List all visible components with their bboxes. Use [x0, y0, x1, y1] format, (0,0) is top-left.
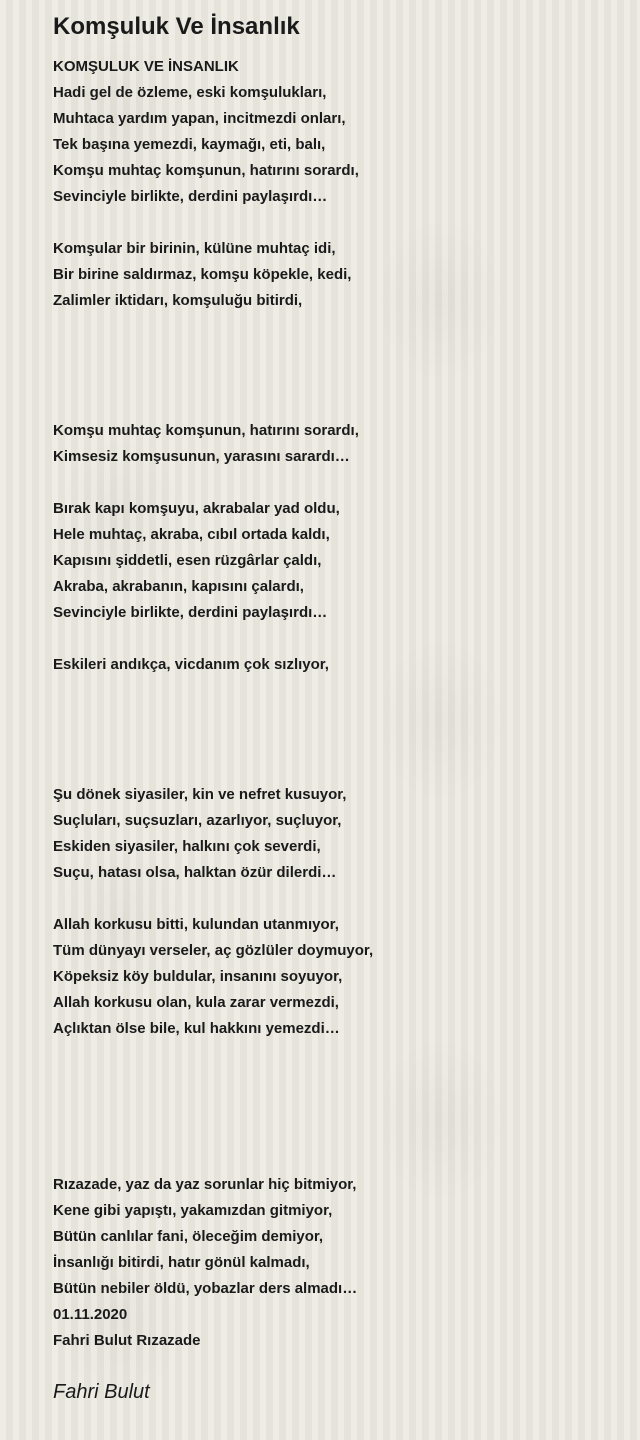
poem-blank-line — [53, 1094, 613, 1120]
poem-line: Eskileri andıkça, vicdanım çok sızlıyor, — [53, 656, 329, 673]
poem-line: Kimsesiz komşusunun, yarasını sarardı… — [53, 448, 350, 465]
poem-line: Bırak kapı komşuyu, akrabalar yad oldu, — [53, 500, 340, 517]
poem-blank-line — [53, 756, 613, 782]
poem-line: Sevinciyle birlikte, derdini paylaşırdı… — [53, 188, 328, 205]
poem-line: Kapısını şiddetli, esen rüzgârlar çaldı, — [53, 552, 322, 569]
poem-line: Bütün canlılar fani, öleceğim demiyor, — [53, 1228, 324, 1245]
poem-line: Köpeksiz köy buldular, insanını soyuyor, — [53, 968, 343, 985]
poem-blank-line — [53, 470, 613, 496]
poem-line: Hadi gel de özleme, eski komşulukları, — [53, 84, 327, 101]
poem-line: Allah korkusu bitti, kulundan utanmıyor, — [53, 916, 339, 933]
poem-blank-line — [53, 1146, 613, 1172]
poem-body — [53, 54, 613, 1354]
poem-line: Bir birine saldırmaz, komşu köpekle, kedi, — [53, 266, 352, 283]
poem-line: Komşu muhtaç komşunun, hatırını sorardı, — [53, 422, 359, 439]
poem-line: Allah korkusu olan, kula zarar vermezdi, — [53, 994, 339, 1011]
poem-line: Bütün nebiler öldü, yobazlar ders almadı… — [53, 1280, 358, 1297]
poem-blank-line — [53, 626, 613, 652]
poem-line: Komşular bir birinin, külüne muhtaç idi, — [53, 240, 336, 257]
poem-blank-line — [53, 730, 613, 756]
poem-line: Fahri Bulut Rızazade — [53, 1332, 201, 1349]
poem-line: KOMŞULUK VE İNSANLIK — [53, 58, 239, 75]
poem-title: Komşuluk Ve İnsanlık — [53, 13, 300, 40]
poem-blank-line — [53, 366, 613, 392]
poem-blank-line — [53, 314, 613, 340]
poem-line: 01.11.2020 — [53, 1306, 128, 1323]
poem-line: Zalimler iktidarı, komşuluğu bitirdi, — [53, 292, 303, 309]
poem-blank-line — [53, 210, 613, 236]
poem-line: Suçu, hatası olsa, halktan özür dilerdi… — [53, 864, 337, 881]
poem-line: Rızazade, yaz da yaz sorunlar hiç bitmiyor, — [53, 1176, 357, 1193]
poem-line: Tek başına yemezdi, kaymağı, eti, balı, — [53, 136, 326, 153]
author-signature[interactable]: Fahri Bulut — [53, 1381, 150, 1403]
poem-blank-line — [53, 678, 613, 704]
poem-blank-line — [53, 1120, 613, 1146]
poem-blank-line — [53, 340, 613, 366]
poem-line: Tüm dünyayı verseler, aç gözlüler doymuyor, — [53, 942, 374, 959]
poem-line: Akraba, akrabanın, kapısını çalardı, — [53, 578, 304, 595]
poem-blank-line — [53, 886, 613, 912]
poem-blank-line — [53, 1068, 613, 1094]
poem-line: Eskiden siyasiler, halkını çok severdi, — [53, 838, 321, 855]
poem-blank-line — [53, 1042, 613, 1068]
poem-line: Muhtaca yardım yapan, incitmezdi onları, — [53, 110, 346, 127]
poem-line: İnsanlığı bitirdi, hatır gönül kalmadı, — [53, 1254, 310, 1271]
poem-line: Sevinciyle birlikte, derdini paylaşırdı… — [53, 604, 328, 621]
poem-blank-line — [53, 704, 613, 730]
poem-line: Kene gibi yapıştı, yakamızdan gitmiyor, — [53, 1202, 333, 1219]
poem-line: Suçluları, suçsuzları, azarlıyor, suçluyor, — [53, 812, 342, 829]
poem-line: Hele muhtaç, akraba, cıbıl ortada kaldı, — [53, 526, 330, 543]
poem-line: Komşu muhtaç komşunun, hatırını sorardı, — [53, 162, 359, 179]
poem-line: Açlıktan ölse bile, kul hakkını yemezdi… — [53, 1020, 340, 1037]
poem-line: Şu dönek siyasiler, kin ve nefret kusuyor, — [53, 786, 347, 803]
poem-blank-line — [53, 392, 613, 418]
